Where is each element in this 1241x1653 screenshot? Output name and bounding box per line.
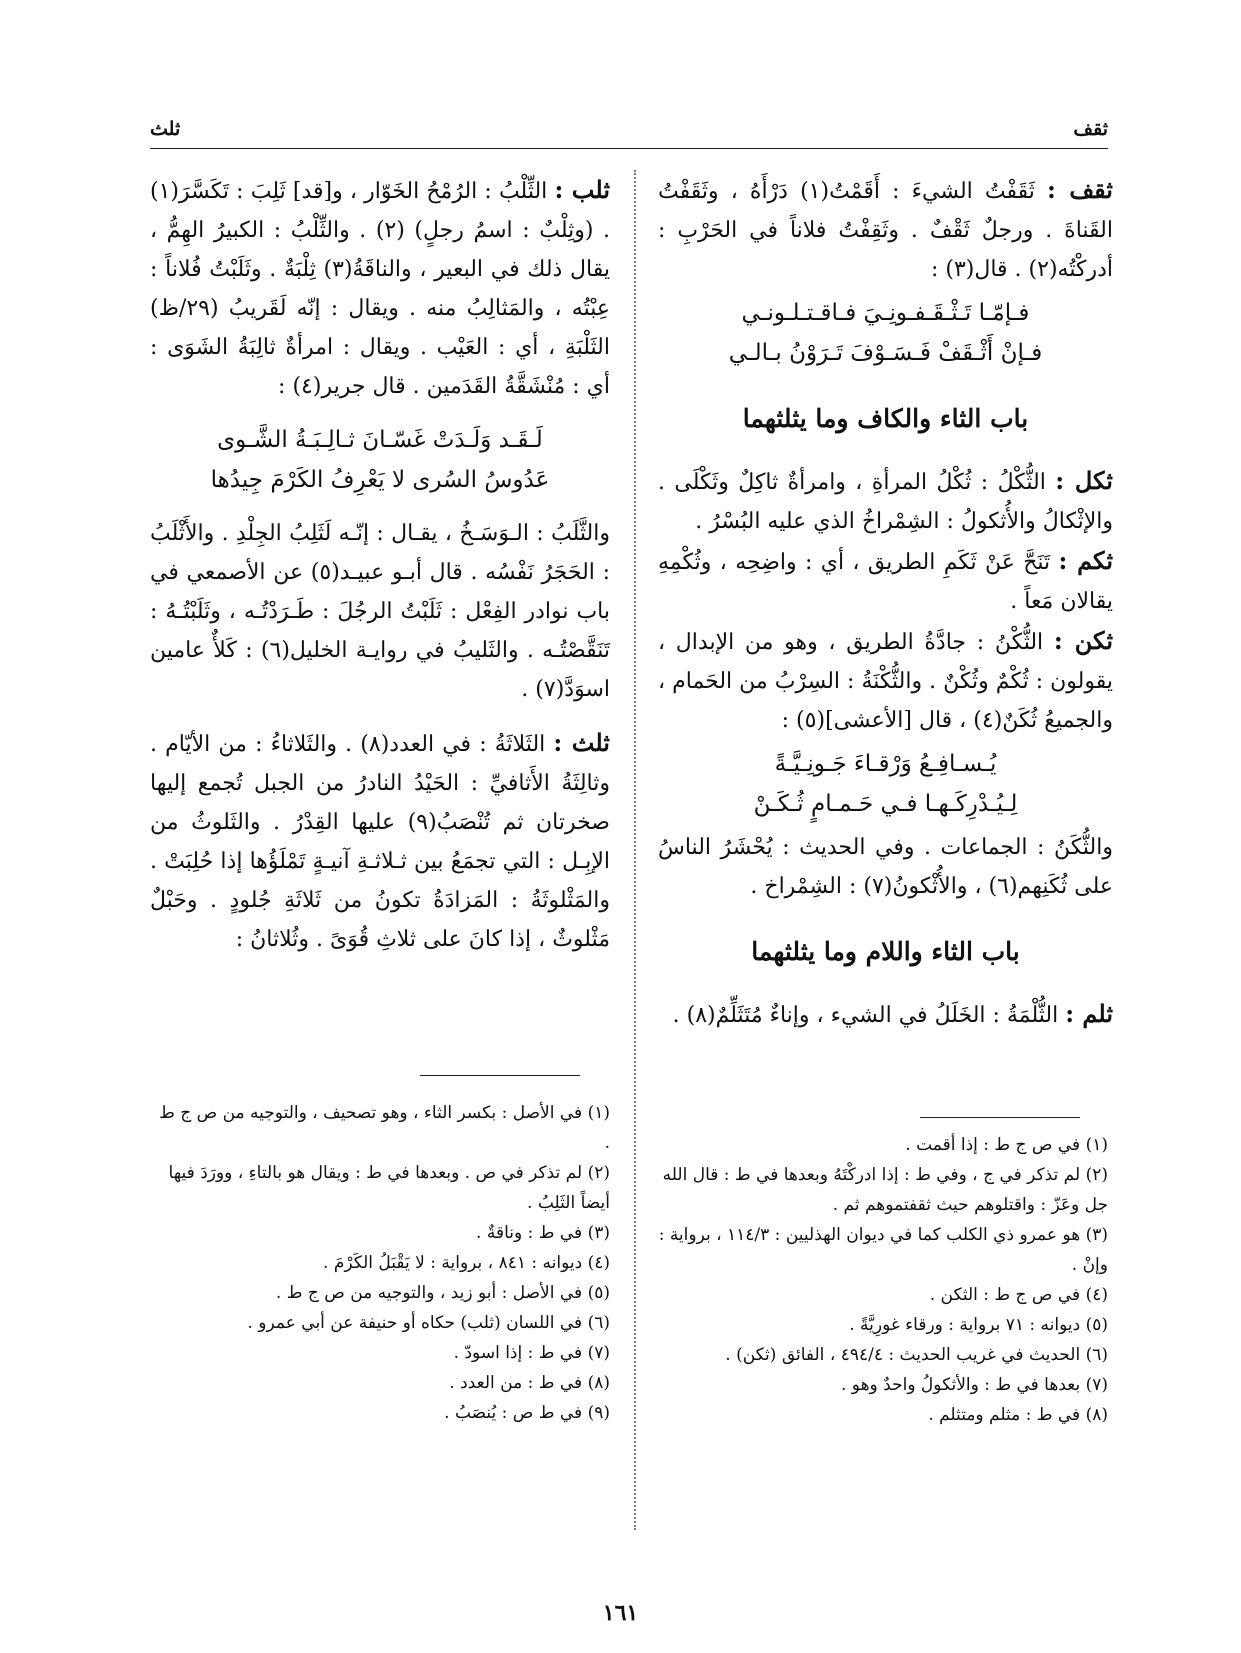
section-title: باب الثاء واللام وما يثلثهما (751, 937, 1020, 966)
footnote: (٦) في اللسان (ثلب) حكاه أو حنيفة عن أبي عمرو . (247, 1313, 610, 1333)
column-divider (634, 170, 636, 1530)
entry-text: تَنَحَّ عَنْ ثَكَمِ الطريق ، أي : واضِحِه ، وثُكْمِهِ يقالان مَعاً . (658, 550, 1113, 614)
headword-thakal: ثكل : (1055, 466, 1113, 495)
page-number: ١٦١ (602, 1600, 639, 1626)
footnote: (٥) ديوانه : ٧١ برواية : ورقاء غورِيَّةً . (849, 1315, 1108, 1335)
right-column (658, 170, 1113, 1035)
entry-text: الثُّلْمَةُ : الخَلَلُ في الشيء ، وإناءٌ مُتَثَلِّمٌ(٨) . (672, 1003, 1059, 1028)
entry-thalam (658, 994, 1113, 1035)
entry-continuation: والثُّكَنُ : الجماعات . وفي الحديث : يُحْشَرُ الناسُ على ثُكَنِهم(٦) ، والأُثْكونُ(٧) : الشِمْراخ . (658, 835, 1113, 899)
footnote: (٣) هو عمرو ذي الكلب كما في ديوان الهذليين : ١١٤/٣ ، برواية : وإنْ . (658, 1225, 1108, 1275)
footnote: (٩) في ط ص : يُنصَبُ . (444, 1403, 610, 1423)
footnote: (٨) في ط : من العدد . (449, 1373, 610, 1393)
verse-line: فـإمّـا تَـثْـقَـفـونِـيَ فـاقـتـلـونـي (741, 300, 1030, 326)
left-column (150, 170, 610, 959)
verse-line: عَدُوسُ السُرى لا يَعْرِفُ الكَرْمَ جِيدُها (210, 467, 550, 493)
headword-thalab: ثلب : (554, 175, 610, 204)
running-header (150, 118, 1108, 149)
verse-line: يُـسـافِـعُ وَرْقـاءَ جَـونِـيَّـةً (774, 751, 997, 777)
headword-thalath: ثلث : (553, 728, 610, 757)
entry-thalath (150, 723, 610, 959)
footnote: (١) في الأصل : بكسر الثاء ، وهو تصحيف ، والتوجيه من ص ج ط . (159, 1103, 610, 1153)
poem-verse (150, 420, 610, 500)
entry-thakal (658, 461, 1113, 541)
footnote-rule (920, 1117, 1080, 1118)
footnote: (١) في ص ج ط : إذا أقمت . (905, 1135, 1108, 1155)
footnote: (٢) لم تذكر في ج ، وفي ط : إذا ادركْتَهُ وبعدها في ط : قال الله جل وعَزّ : واقتلوهم حيث ثقفتموهم ثم . (662, 1165, 1108, 1215)
entry-thaqaf (658, 170, 1113, 289)
header-right-word: ثقف (1073, 118, 1108, 140)
entry-text: الثُّكْنُ : جادَّةُ الطريق ، وهو من الإبدال ، يقولون : ثُكْمٌ وثُكْنٌ . والثُّكْنَةُ : السِرْبُ من الحَمام ، والجميعُ ثُكَنٌ(٤) ، قال [الأعشى](٥) : (658, 630, 1113, 733)
headword-thakan: ثكن : (1053, 626, 1113, 655)
footnote: (٧) بعدها في ط : والأثكولُ واحدٌ وهو . (841, 1375, 1108, 1395)
entry-text: الثِّلْبُ : الرُمْحُ الخَوّار ، و[قد] ثَلِبَ : تَكَسَّرَ(١) . (وثِلْبٌ : اسمُ رجلٍ) (٢) . والثِّلْبُ : الكبيرُ الهِمُّ ، يقال ذلك في البعير ، والناقَةُ(٣) ثِلْبَةٌ . وثَلَبْتُ فُلاناً : عِبْتُه ، والمَثالِبُ منه . ويقال : إنّه لَقَريبُ (٢٩/ظ) الثَلْبَةِ ، أي : العَيْب . ويقال : امرأةٌ ثالِبَةُ الشَوَى : أي : مُنْشَقَّةُ القَدَمين . قال جرير(٤) : (150, 179, 610, 399)
footnote: (٨) في ط : مثلم ومتثلم . (928, 1405, 1108, 1425)
footnote: (٧) في ط : إذا اسودّ . (453, 1343, 610, 1363)
footnote: (٤) ديوانه : ٨٤١ ، برواية : لا يَقْبَلُ الكَرْمَ . (323, 1253, 610, 1273)
poem-verse (658, 744, 1113, 824)
footnote: (٣) في ط : وناقةٌ . (476, 1223, 610, 1243)
footnote: (٢) لم تذكر في ص . وبعدها في ط : ويقال هو بالتاءِ ، وورَدَ فيها أيضاً الثَلِبُ . (168, 1163, 610, 1213)
footnote-rule (420, 1075, 580, 1076)
poem-verse (658, 293, 1113, 373)
verse-line: لَـقَـد وَلَـدَتْ غَسّـانَ ثـالِـبَـةُ الشَّـوى (217, 427, 543, 453)
footnotes-left (150, 1098, 610, 1428)
entry-continuation: والثَّلَبُ : الـوَسَـخُ ، يقـال : إنّـه لَثَلِبُ الجِلْدِ . والأَثْلَبُ : الحَجَرُ نَفْسُه . قال أبـو عبيـد(٥) عن الأصمعي في باب نوادر الفِعْل : ثَلَبْتُ الرجُلَ : طَـرَدْتُـه ، وثَلَبْتُـهُ : تَنَقَّصْتُـه . والثَليبُ في روايـة الخليل(٦) : كَلأٌ عامين اسوَدَّ(٧) . (150, 521, 610, 702)
headword-thaqaf: ثقف : (1046, 175, 1113, 204)
verse-line: لِـيُـدْرِكَـهـا فـي حَـمـامٍ ثُـكَـنْ (753, 791, 1018, 817)
entry-thakam (658, 541, 1113, 621)
spacer (150, 709, 610, 723)
entry-text: الثَلاثَةُ : في العدد(٨) . والثَلاثاءُ : من الأيّام . وثالِثَةُ الأَثافيِّ : الحَيْدُ النادرُ من الجبل تُجمع إليها صخرتان ثم تُنْصَبُ(٩) عليها القِدْرُ . والثَلوثُ من الإبِـل : التي تجمَعُ بين ثـلاثـةِ آنيـةٍ تَمْلَؤُها إذا حُلِبَتْ . والمَثْلوثَةُ : المَزادَةُ تكونُ من ثَلاثَةِ جُلودٍ . وحَبْلٌ مَثْلوثٌ ، إذا كانَ على ثلاثِ قُوَىً . وثُلاثانُ : (150, 732, 611, 952)
footnote: (٦) الحديث في غريب الحديث : ٤٩٤/٤ ، الفائق (ثكن) . (725, 1345, 1108, 1365)
section-title: باب الثاء والكاف وما يثلثهما (742, 404, 1029, 433)
footnote: (٤) في ص ج ط : الثكن . (929, 1285, 1108, 1305)
headword-thakam: ثكم : (1058, 546, 1113, 575)
entry-thalab (150, 170, 610, 406)
entry-thakan (658, 621, 1113, 740)
entry-text: الثُّكْلُ : ثُكْلُ المرأةِ ، وامرأةٌ ثاكِلٌ وثَكْلَى . والإثْكالُ والأُثكولُ : الشِمْراخُ الذي عليه البُسْرُ . (658, 470, 1113, 534)
header-left-word: ثلث (150, 118, 181, 140)
verse-line: فـإنْ أَثْـقَفْ فَـسَـوْفَ تَـرَوْنُ بـالـي (728, 340, 1043, 366)
footnotes-right (658, 1130, 1108, 1430)
footnote: (٥) في الأصل : أبو زيد ، والتوجيه من ص ج ط . (275, 1283, 610, 1303)
headword-thalam: ثلم : (1065, 999, 1113, 1028)
entry-text: ثَقَفْتُ الشيءَ : أَقَمْتُ(١) دَرْأَهُ ، وثَقَفْتُ القَناةَ . ورجلٌ ثَقْفٌ . وثَقِفْتُ فلاناً في الحَرْبِ : أدركْتُه(٢) . قال(٣) : (658, 179, 1113, 282)
